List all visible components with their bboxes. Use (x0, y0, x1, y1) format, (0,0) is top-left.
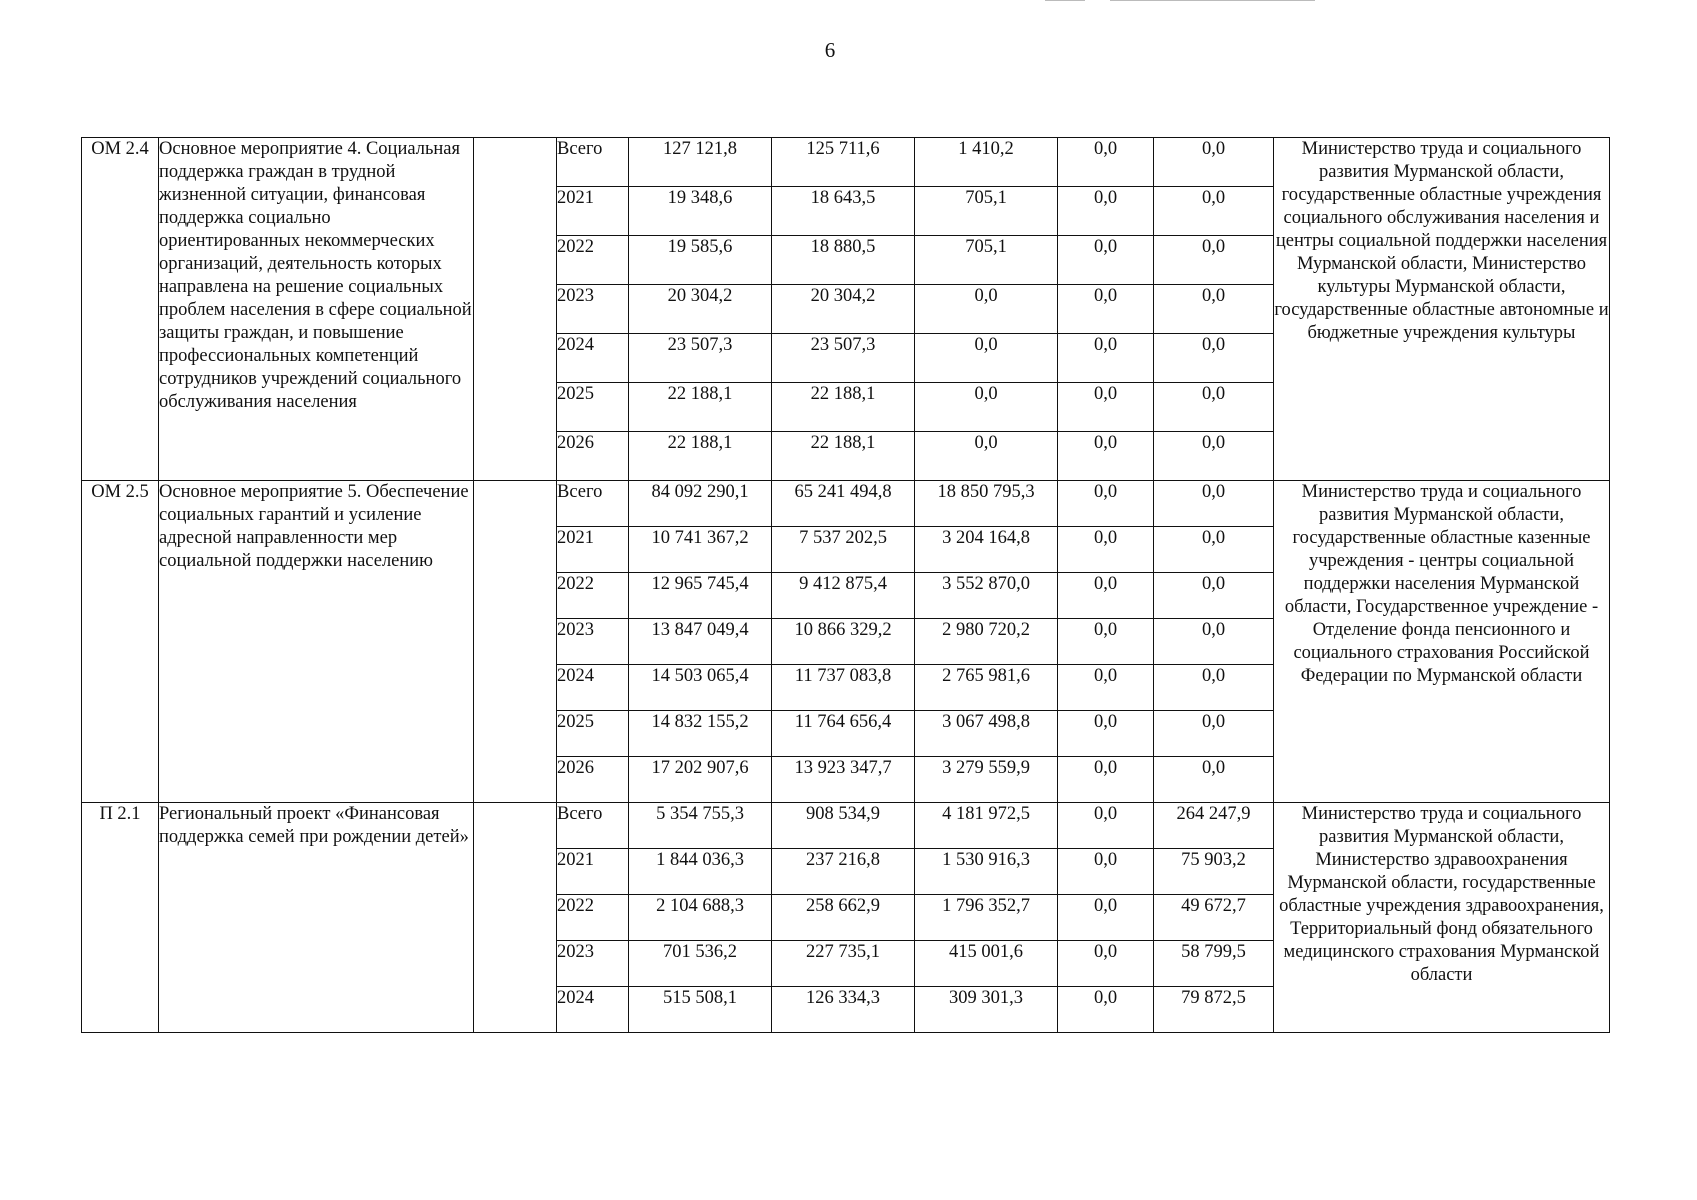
total-cell: 14 832 155,2 (629, 711, 772, 757)
local-budget-cell: 0,0 (1058, 481, 1154, 527)
federal-budget-cell: 0,0 (915, 432, 1058, 481)
empty-cell (474, 803, 557, 1033)
total-cell: 14 503 065,4 (629, 665, 772, 711)
empty-cell (474, 138, 557, 481)
year-cell: 2026 (557, 432, 629, 481)
other-sources-cell: 0,0 (1154, 573, 1274, 619)
local-budget-cell: 0,0 (1058, 895, 1154, 941)
local-budget-cell: 0,0 (1058, 711, 1154, 757)
other-sources-cell: 49 672,7 (1154, 895, 1274, 941)
federal-budget-cell: 0,0 (915, 334, 1058, 383)
regional-budget-cell: 23 507,3 (772, 334, 915, 383)
federal-budget-cell: 3 204 164,8 (915, 527, 1058, 573)
federal-budget-cell: 309 301,3 (915, 987, 1058, 1033)
year-cell: Всего (557, 481, 629, 527)
activity-code: ОМ 2.5 (82, 481, 159, 803)
regional-budget-cell: 20 304,2 (772, 285, 915, 334)
other-sources-cell: 0,0 (1154, 665, 1274, 711)
other-sources-cell: 58 799,5 (1154, 941, 1274, 987)
local-budget-cell: 0,0 (1058, 383, 1154, 432)
year-cell: 2026 (557, 757, 629, 803)
other-sources-cell: 75 903,2 (1154, 849, 1274, 895)
local-budget-cell: 0,0 (1058, 285, 1154, 334)
year-cell: 2023 (557, 941, 629, 987)
year-cell: 2022 (557, 236, 629, 285)
total-cell: 17 202 907,6 (629, 757, 772, 803)
year-cell: 2021 (557, 187, 629, 236)
year-cell: 2022 (557, 573, 629, 619)
responsible-executors: Министерство труда и социального развития Мурманской области, государственные областные учреждения социального обслуживания населения и центры социальной поддержки населения Мурманской области, Министерство культуры Мурманской области, государственные областные автономные и бюджетные учреждения культуры (1274, 138, 1610, 481)
total-cell: 515 508,1 (629, 987, 772, 1033)
other-sources-cell: 0,0 (1154, 334, 1274, 383)
regional-budget-cell: 908 534,9 (772, 803, 915, 849)
total-cell: 22 188,1 (629, 432, 772, 481)
total-cell: 22 188,1 (629, 383, 772, 432)
local-budget-cell: 0,0 (1058, 187, 1154, 236)
table-row (82, 481, 1610, 527)
regional-budget-cell: 11 764 656,4 (772, 711, 915, 757)
funding-table (81, 137, 1610, 1033)
total-cell: 701 536,2 (629, 941, 772, 987)
regional-budget-cell: 18 643,5 (772, 187, 915, 236)
local-budget-cell: 0,0 (1058, 138, 1154, 187)
year-cell: 2022 (557, 895, 629, 941)
table-row (82, 138, 1610, 187)
local-budget-cell: 0,0 (1058, 665, 1154, 711)
other-sources-cell: 0,0 (1154, 711, 1274, 757)
year-cell: Всего (557, 803, 629, 849)
total-cell: 2 104 688,3 (629, 895, 772, 941)
other-sources-cell: 0,0 (1154, 236, 1274, 285)
page-number: 6 (824, 38, 836, 62)
local-budget-cell: 0,0 (1058, 757, 1154, 803)
year-cell: 2024 (557, 665, 629, 711)
other-sources-cell: 0,0 (1154, 138, 1274, 187)
activity-code: ОМ 2.4 (82, 138, 159, 481)
year-cell: 2021 (557, 527, 629, 573)
federal-budget-cell: 3 552 870,0 (915, 573, 1058, 619)
other-sources-cell: 0,0 (1154, 285, 1274, 334)
total-cell: 5 354 755,3 (629, 803, 772, 849)
year-cell: 2025 (557, 711, 629, 757)
local-budget-cell: 0,0 (1058, 987, 1154, 1033)
year-cell: 2025 (557, 383, 629, 432)
table-row (82, 803, 1610, 849)
activity-name: Региональный проект «Финансовая поддержка семей при рождении детей» (159, 803, 474, 1033)
local-budget-cell: 0,0 (1058, 941, 1154, 987)
other-sources-cell: 0,0 (1154, 757, 1274, 803)
federal-budget-cell: 2 980 720,2 (915, 619, 1058, 665)
other-sources-cell: 0,0 (1154, 383, 1274, 432)
federal-budget-cell: 3 067 498,8 (915, 711, 1058, 757)
activity-name: Основное мероприятие 5. Обеспечение социальных гарантий и усиление адресной направленности мер социальной поддержки населению (159, 481, 474, 803)
total-cell: 19 585,6 (629, 236, 772, 285)
other-sources-cell: 0,0 (1154, 619, 1274, 665)
regional-budget-cell: 13 923 347,7 (772, 757, 915, 803)
regional-budget-cell: 11 737 083,8 (772, 665, 915, 711)
year-cell: 2023 (557, 619, 629, 665)
regional-budget-cell: 258 662,9 (772, 895, 915, 941)
responsible-executors: Министерство труда и социального развития Мурманской области, Министерство здравоохранения Мурманской области, государственные областные учреждения здравоохранения, Территориальный фонд обязательного медицинского страхования Мурманской области (1274, 803, 1610, 1033)
regional-budget-cell: 10 866 329,2 (772, 619, 915, 665)
year-cell: 2024 (557, 334, 629, 383)
year-cell: 2024 (557, 987, 629, 1033)
regional-budget-cell: 65 241 494,8 (772, 481, 915, 527)
other-sources-cell: 0,0 (1154, 527, 1274, 573)
year-cell: Всего (557, 138, 629, 187)
other-sources-cell: 79 872,5 (1154, 987, 1274, 1033)
activity-code: П 2.1 (82, 803, 159, 1033)
federal-budget-cell: 1 410,2 (915, 138, 1058, 187)
total-cell: 84 092 290,1 (629, 481, 772, 527)
regional-budget-cell: 22 188,1 (772, 432, 915, 481)
local-budget-cell: 0,0 (1058, 619, 1154, 665)
federal-budget-cell: 705,1 (915, 236, 1058, 285)
local-budget-cell: 0,0 (1058, 432, 1154, 481)
federal-budget-cell: 0,0 (915, 285, 1058, 334)
total-cell: 10 741 367,2 (629, 527, 772, 573)
scan-artifact-line (1045, 0, 1085, 1)
year-cell: 2021 (557, 849, 629, 895)
regional-budget-cell: 125 711,6 (772, 138, 915, 187)
total-cell: 20 304,2 (629, 285, 772, 334)
local-budget-cell: 0,0 (1058, 573, 1154, 619)
federal-budget-cell: 18 850 795,3 (915, 481, 1058, 527)
federal-budget-cell: 705,1 (915, 187, 1058, 236)
local-budget-cell: 0,0 (1058, 236, 1154, 285)
other-sources-cell: 264 247,9 (1154, 803, 1274, 849)
total-cell: 12 965 745,4 (629, 573, 772, 619)
regional-budget-cell: 22 188,1 (772, 383, 915, 432)
local-budget-cell: 0,0 (1058, 334, 1154, 383)
federal-budget-cell: 0,0 (915, 383, 1058, 432)
federal-budget-cell: 3 279 559,9 (915, 757, 1058, 803)
other-sources-cell: 0,0 (1154, 481, 1274, 527)
federal-budget-cell: 1 796 352,7 (915, 895, 1058, 941)
responsible-executors: Министерство труда и социального развития Мурманской области, государственные областные казенные учреждения - центры социальной поддержки населения Мурманской области, Государственное учреждение - Отделение фонда пенсионного и социального страхования Российской Федерации по Мурманской области (1274, 481, 1610, 803)
regional-budget-cell: 18 880,5 (772, 236, 915, 285)
year-cell: 2023 (557, 285, 629, 334)
other-sources-cell: 0,0 (1154, 187, 1274, 236)
regional-budget-cell: 227 735,1 (772, 941, 915, 987)
federal-budget-cell: 1 530 916,3 (915, 849, 1058, 895)
local-budget-cell: 0,0 (1058, 849, 1154, 895)
local-budget-cell: 0,0 (1058, 803, 1154, 849)
activity-name: Основное мероприятие 4. Социальная поддержка граждан в трудной жизненной ситуации, финансовая поддержка социально ориентированных некоммерческих организаций, деятельность которых направлена на решение социальных проблем населения в сфере социальной защиты граждан, и повышение профессиональных компетенций сотрудников учреждений социального обслуживания населения (159, 138, 474, 481)
local-budget-cell: 0,0 (1058, 527, 1154, 573)
empty-cell (474, 481, 557, 803)
regional-budget-cell: 237 216,8 (772, 849, 915, 895)
total-cell: 127 121,8 (629, 138, 772, 187)
federal-budget-cell: 2 765 981,6 (915, 665, 1058, 711)
regional-budget-cell: 9 412 875,4 (772, 573, 915, 619)
total-cell: 23 507,3 (629, 334, 772, 383)
federal-budget-cell: 4 181 972,5 (915, 803, 1058, 849)
regional-budget-cell: 7 537 202,5 (772, 527, 915, 573)
total-cell: 13 847 049,4 (629, 619, 772, 665)
other-sources-cell: 0,0 (1154, 432, 1274, 481)
total-cell: 19 348,6 (629, 187, 772, 236)
regional-budget-cell: 126 334,3 (772, 987, 915, 1033)
scan-artifact-line (1110, 0, 1315, 1)
federal-budget-cell: 415 001,6 (915, 941, 1058, 987)
total-cell: 1 844 036,3 (629, 849, 772, 895)
